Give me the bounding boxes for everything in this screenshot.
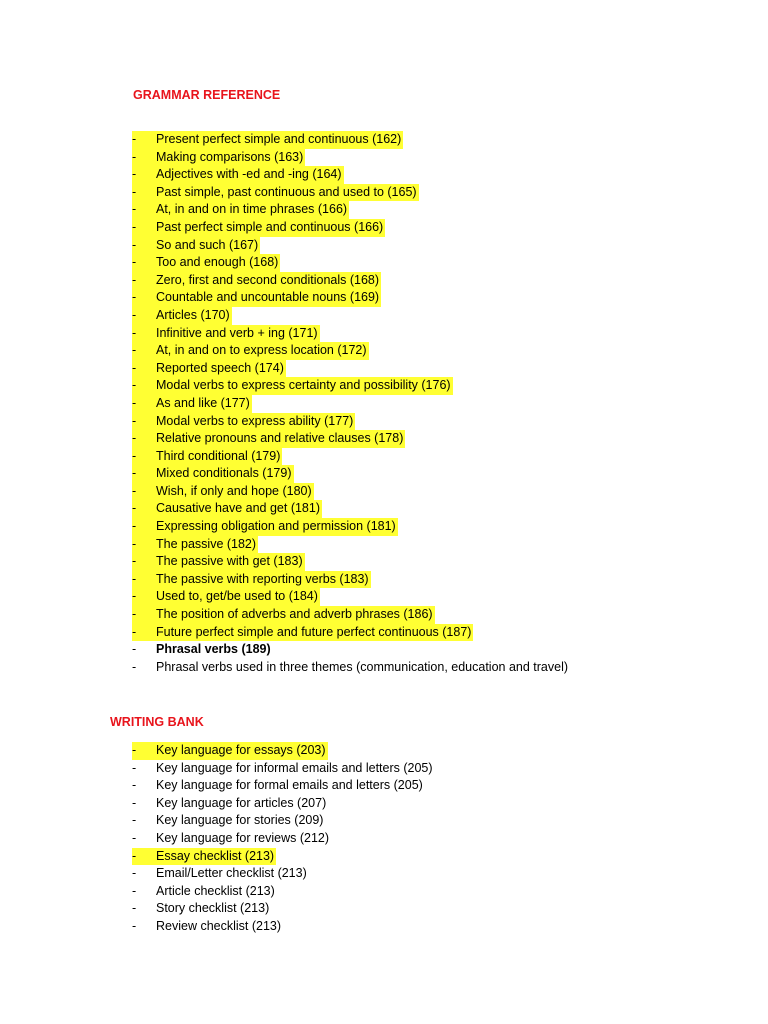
bullet-dash: -	[132, 167, 137, 182]
bullet-dash: -	[132, 760, 137, 775]
list-item	[132, 518, 570, 536]
list-item	[132, 149, 570, 167]
highlighted-entry	[132, 518, 398, 536]
entry-text: Email/Letter checklist (213)	[156, 866, 307, 881]
entry-text: Adjectives with -ed and -ing (164)	[156, 167, 342, 182]
entry-text: Relative pronouns and relative clauses (178)	[156, 431, 404, 446]
list-item	[132, 742, 435, 760]
highlighted-entry	[132, 377, 453, 395]
highlighted-entry	[132, 201, 349, 219]
bullet-dash: -	[132, 778, 137, 793]
list-item	[132, 237, 570, 255]
highlighted-entry	[132, 430, 405, 448]
list-item	[132, 342, 570, 360]
entry	[132, 659, 570, 677]
highlighted-entry	[132, 307, 232, 325]
list-item	[132, 448, 570, 466]
bullet-dash: -	[132, 466, 137, 481]
highlighted-entry	[132, 325, 320, 343]
highlighted-entry	[132, 606, 435, 624]
list-item	[132, 795, 435, 813]
highlighted-entry	[132, 571, 371, 589]
bullet-dash: -	[132, 554, 137, 569]
writing-bank-list	[132, 742, 435, 936]
entry	[132, 865, 309, 883]
entry-text: Used to, get/be used to (184)	[156, 589, 318, 604]
highlighted-entry	[132, 219, 385, 237]
bullet-dash: -	[132, 519, 137, 534]
bullet-dash: -	[132, 607, 137, 622]
entry-text: Article checklist (213)	[156, 883, 275, 898]
entry-text: Infinitive and verb + ing (171)	[156, 325, 318, 340]
highlighted-entry	[132, 848, 276, 866]
highlighted-entry	[132, 465, 294, 483]
bullet-dash: -	[132, 219, 137, 234]
highlighted-entry	[132, 448, 282, 466]
writing-bank-heading: WRITING BANK	[110, 715, 204, 729]
entry-text: Review checklist (213)	[156, 918, 282, 933]
highlighted-entry	[132, 237, 260, 255]
entry-text: Story checklist (213)	[156, 901, 270, 916]
entry-text: Past simple, past continuous and used to (165)	[156, 184, 417, 199]
highlighted-entry	[132, 184, 419, 202]
list-item	[132, 641, 570, 659]
list-item	[132, 812, 435, 830]
list-item	[132, 918, 435, 936]
highlighted-entry	[132, 500, 322, 518]
bullet-dash: -	[132, 255, 137, 270]
list-item	[132, 865, 435, 883]
list-item	[132, 307, 570, 325]
entry-text: Present perfect simple and continuous (162)	[156, 132, 402, 146]
bullet-dash: -	[132, 624, 137, 639]
bullet-dash: -	[132, 132, 137, 146]
list-item	[132, 166, 570, 184]
highlighted-entry	[132, 742, 328, 760]
entry	[132, 900, 271, 918]
entry-text: Past perfect simple and continuous (166)	[156, 219, 384, 234]
entry	[132, 812, 325, 830]
bullet-dash: -	[132, 743, 137, 757]
highlighted-entry	[132, 360, 286, 378]
list-item	[132, 624, 570, 642]
bullet-dash: -	[132, 325, 137, 340]
bullet-dash: -	[132, 343, 137, 358]
list-item	[132, 219, 570, 237]
list-item	[132, 184, 570, 202]
list-item	[132, 360, 570, 378]
highlighted-entry	[132, 289, 381, 307]
entry-text: At, in and on to express location (172)	[156, 343, 367, 358]
highlighted-entry	[132, 342, 369, 360]
bullet-dash: -	[132, 830, 137, 845]
entry-text: Phrasal verbs (189)	[156, 642, 271, 657]
entry-text: Third conditional (179)	[156, 448, 281, 463]
entry	[132, 760, 435, 778]
list-item	[132, 465, 570, 483]
entry-text: Wish, if only and hope (180)	[156, 483, 312, 498]
list-item	[132, 883, 435, 901]
bullet-dash: -	[132, 272, 137, 287]
list-item	[132, 900, 435, 918]
bullet-dash: -	[132, 659, 137, 674]
bullet-dash: -	[132, 202, 137, 217]
entry-text: Key language for articles (207)	[156, 795, 327, 810]
list-item	[132, 571, 570, 589]
bullet-dash: -	[132, 536, 137, 551]
entry-text: As and like (177)	[156, 395, 250, 410]
bullet-dash: -	[132, 431, 137, 446]
entry-text: Making comparisons (163)	[156, 149, 304, 164]
list-item	[132, 201, 570, 219]
highlighted-entry	[132, 149, 305, 167]
entry-text: Essay checklist (213)	[156, 848, 275, 863]
bullet-dash: -	[132, 395, 137, 410]
list-item	[132, 430, 570, 448]
entry-text: Modal verbs to express ability (177)	[156, 413, 354, 428]
entry-text: Causative have and get (181)	[156, 501, 320, 516]
bullet-dash: -	[132, 290, 137, 305]
grammar-reference-heading: GRAMMAR REFERENCE	[133, 88, 281, 102]
entry-text: The passive (182)	[156, 536, 257, 551]
highlighted-entry	[132, 254, 280, 272]
bullet-dash: -	[132, 866, 137, 881]
entry	[132, 918, 283, 936]
list-item	[132, 848, 435, 866]
entry-text: Zero, first and second conditionals (168)	[156, 272, 380, 287]
bullet-dash: -	[132, 149, 137, 164]
entry	[132, 883, 277, 901]
entry-text: Countable and uncountable nouns (169)	[156, 290, 380, 305]
list-item	[132, 413, 570, 431]
list-item	[132, 659, 570, 677]
highlighted-entry	[132, 395, 252, 413]
entry	[132, 830, 331, 848]
list-item	[132, 536, 570, 554]
grammar-reference-list	[132, 131, 570, 676]
entry-text: Key language for reviews (212)	[156, 830, 330, 845]
bullet-dash: -	[132, 589, 137, 604]
entry-text: Mixed conditionals (179)	[156, 466, 292, 481]
list-item	[132, 500, 570, 518]
highlighted-entry	[132, 553, 305, 571]
bullet-dash: -	[132, 501, 137, 516]
list-item	[132, 289, 570, 307]
bullet-dash: -	[132, 184, 137, 199]
bullet-dash: -	[132, 413, 137, 428]
bullet-dash: -	[132, 483, 137, 498]
highlighted-entry	[132, 166, 344, 184]
entry-text: The position of adverbs and adverb phrases (186)	[156, 607, 433, 622]
entry-text: Articles (170)	[156, 307, 230, 322]
bullet-dash: -	[132, 848, 137, 863]
list-item	[132, 272, 570, 290]
highlighted-entry	[132, 536, 258, 554]
list-item	[132, 131, 570, 149]
entry-text: Too and enough (168)	[156, 255, 279, 270]
bullet-dash: -	[132, 378, 137, 393]
bullet-dash: -	[132, 883, 137, 898]
entry	[132, 795, 328, 813]
highlighted-entry	[132, 131, 403, 149]
list-item	[132, 325, 570, 343]
highlighted-entry	[132, 272, 381, 290]
entry-text: At, in and on in time phrases (166)	[156, 202, 348, 217]
entry-text: Modal verbs to express certainty and possibility (176)	[156, 378, 451, 393]
entry-text: Key language for informal emails and letters (205)	[156, 760, 433, 775]
entry-text: The passive with reporting verbs (183)	[156, 571, 369, 586]
highlighted-entry	[132, 483, 314, 501]
list-item	[132, 830, 435, 848]
bullet-dash: -	[132, 448, 137, 463]
entry-text: Key language for stories (209)	[156, 813, 324, 828]
list-item	[132, 377, 570, 395]
entry-text: Key language for formal emails and letters (205)	[156, 778, 423, 793]
bullet-dash: -	[132, 813, 137, 828]
list-item	[132, 606, 570, 624]
list-item	[132, 254, 570, 272]
list-item	[132, 395, 570, 413]
list-item	[132, 588, 570, 606]
bullet-dash: -	[132, 642, 137, 657]
highlighted-entry	[132, 624, 473, 642]
entry-text: So and such (167)	[156, 237, 259, 252]
entry	[132, 641, 273, 659]
bullet-dash: -	[132, 237, 137, 252]
list-item	[132, 483, 570, 501]
bullet-dash: -	[132, 901, 137, 916]
highlighted-entry	[132, 413, 355, 431]
entry-text: The passive with get (183)	[156, 554, 303, 569]
bullet-dash: -	[132, 795, 137, 810]
entry-text: Reported speech (174)	[156, 360, 284, 375]
list-item	[132, 760, 435, 778]
entry-text: Key language for essays (203)	[156, 743, 326, 757]
entry-text: Phrasal verbs used in three themes (communication, education and travel)	[156, 659, 569, 674]
bullet-dash: -	[132, 307, 137, 322]
bullet-dash: -	[132, 571, 137, 586]
entry	[132, 777, 425, 795]
bullet-dash: -	[132, 918, 137, 933]
entry-text: Future perfect simple and future perfect continuous (187)	[156, 624, 472, 639]
entry-text: Expressing obligation and permission (181)	[156, 519, 396, 534]
highlighted-entry	[132, 588, 320, 606]
list-item	[132, 777, 435, 795]
list-item	[132, 553, 570, 571]
bullet-dash: -	[132, 360, 137, 375]
